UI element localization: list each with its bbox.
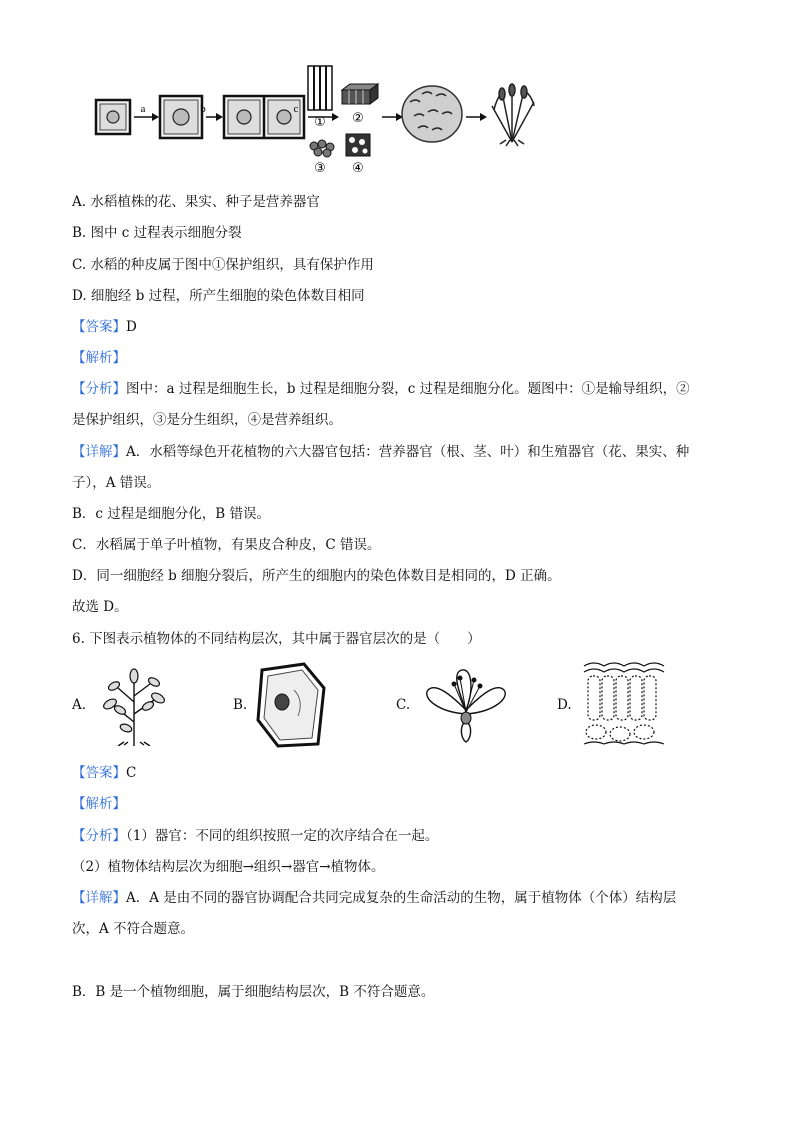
q6-answer [72, 763, 136, 783]
answer-tag: 【答案】 [72, 319, 126, 335]
nutrient-tissue [346, 134, 370, 156]
q5-detail-d: D．同一细胞经 b 细胞分裂后，所产生的细胞内的染色体数目是相同的，D 正确。 [72, 568, 561, 584]
detail-text: A．A 是由不同的器官协调配合共同完成复杂的生命活动的生物，属于植物体（个体）结构层 [126, 890, 677, 906]
q6-fenxi-line-1 [72, 826, 438, 846]
detail-tag: 【详解】 [72, 890, 126, 906]
conducting-tissue [308, 66, 332, 110]
meristematic-tissue [310, 140, 334, 157]
q6-plant-figure [96, 662, 176, 746]
q5-detail-line-1 [72, 442, 689, 462]
q5-detail-c: C．水稻属于单子叶植物，有果皮合种皮，C 错误。 [72, 537, 381, 553]
fenxi-tag: 【分析】 [72, 828, 126, 844]
q5-analysis-heading [72, 348, 126, 368]
answer-value: C [126, 765, 137, 781]
q6-detail-b: B．B 是一个植物细胞，属于细胞结构层次，B 不符合题意。 [72, 984, 435, 1000]
arrow-label-a: a [140, 103, 146, 115]
answer-value: D [126, 319, 137, 335]
q5-fenxi-line-2: 是保护组织，③是分生组织，④是营养组织。 [72, 412, 342, 428]
q6-option-b-label: B. [233, 697, 248, 713]
single-cell-small [96, 100, 130, 134]
q5-option-a: A. 水稻植株的花、果实、种子是营养器官 [72, 194, 320, 210]
rice-grain-organ [402, 86, 462, 142]
q6-option-d-label: D. [557, 697, 572, 713]
arrow-label-b: b [200, 103, 206, 115]
protective-tissue [342, 84, 378, 104]
q6-detail-line-2: 次，A 不符合题意。 [72, 921, 195, 937]
analysis-tag: 【解析】 [72, 350, 126, 366]
fenxi-text: 图中：a 过程是细胞生长，b 过程是细胞分裂，c 过程是细胞分化。题图中：①是输导组织，② [126, 381, 690, 397]
single-cell-grown [160, 96, 202, 138]
tissue-number-1: ① [314, 115, 326, 130]
analysis-tag: 【解析】 [72, 796, 126, 812]
cell-development-diagram [92, 62, 552, 180]
q5-option-b: B. 图中 c 过程表示细胞分裂 [72, 225, 242, 241]
rice-plant [492, 84, 534, 146]
answer-tag: 【答案】 [72, 765, 126, 781]
q5-conclusion: 故选 D。 [72, 599, 128, 615]
q6-detail-line-1 [72, 888, 676, 908]
q5-fenxi-line-1 [72, 379, 690, 399]
divided-cells [224, 96, 304, 138]
q5-option-c: C. 水稻的种皮属于图中①保护组织，具有保护作用 [72, 257, 374, 273]
tissue-number-2: ② [352, 111, 364, 126]
q5-option-d: D. 细胞经 b 过程，所产生细胞的染色体数目相同 [72, 288, 365, 304]
tissue-number-3: ③ [314, 161, 326, 176]
q6-flower-figure [418, 662, 514, 746]
detail-text: A．水稻等绿色开花植物的六大器官包括：营养器官（根、茎、叶）和生殖器官（花、果实、种 [126, 444, 690, 460]
q6-leaf-tissue-figure [582, 660, 666, 748]
arrow-label-c: c [293, 103, 299, 115]
q6-plant-cell-figure [252, 660, 328, 748]
q6-analysis-heading [72, 794, 126, 814]
detail-tag: 【详解】 [72, 444, 126, 460]
fenxi-tag: 【分析】 [72, 381, 126, 397]
q5-answer [72, 317, 137, 337]
q6-option-a-label: A. [72, 697, 87, 713]
q5-detail-b: B．c 过程是细胞分化，B 错误。 [72, 506, 270, 522]
fenxi-text: （1）器官：不同的组织按照一定的次序结合在一起。 [126, 828, 439, 844]
q6-question: 6. 下图表示植物体的不同结构层次，其中属于器官层次的是（ ） [72, 631, 481, 647]
q6-fenxi-line-2: （2）植物体结构层次为细胞→组织→器官→植物体。 [72, 859, 385, 875]
q6-option-c-label: C. [396, 697, 411, 713]
q5-detail-line-2: 子），A 错误。 [72, 475, 161, 491]
tissue-number-4: ④ [352, 161, 364, 176]
